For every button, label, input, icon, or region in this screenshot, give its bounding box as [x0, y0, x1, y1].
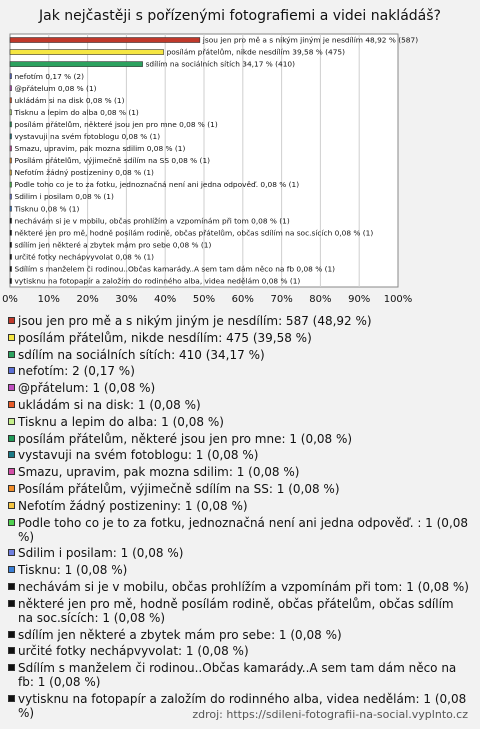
legend-swatch — [8, 317, 15, 324]
legend-item — [8, 314, 470, 328]
legend-item — [8, 628, 470, 642]
bar-label: Tisknu 0,08 % (1) — [14, 204, 80, 214]
x-tick-label: 60% — [231, 294, 254, 305]
x-tick-label: 10% — [37, 294, 60, 305]
bar-label: Sdilim i posilam 0,08 % (1) — [14, 192, 114, 202]
legend-label: určité fotky nechápvyvolat: 1 (0,08 %) — [18, 644, 249, 659]
bar-label: posílám přátelům, některé jsou jen pro mne 0,08 % (1) — [14, 119, 218, 129]
legend-label: Tisknu: 1 (0,08 %) — [18, 563, 128, 578]
legend-swatch — [8, 600, 15, 607]
x-tick-label: 90% — [348, 294, 371, 305]
bar — [10, 182, 12, 187]
legend-item — [8, 597, 470, 625]
legend-label: Sdílím s manželem či rodinou..Občas kamarády..A sem tam dám něco na fb: 1 (0,08 %) — [18, 661, 457, 690]
legend-item — [8, 644, 470, 658]
legend-swatch — [8, 367, 15, 374]
bar-chart — [0, 0, 480, 310]
legend-item — [8, 546, 470, 560]
bar — [10, 206, 12, 211]
bar-label: sdílím na sociálních sítích 34,17 % (410) — [145, 59, 296, 69]
x-tick-label: 80% — [309, 294, 332, 305]
legend-label: posílám přátelům, nikde nesdílím: 475 (39,58 %) — [18, 330, 312, 345]
bar-label: jsou jen pro mě a s nikým jiným je nesdílím 48,92 % (587) — [202, 35, 419, 45]
legend-label: nefotím: 2 (0,17 %) — [18, 364, 135, 379]
bar-label: Sdílím s manželem či rodinou..Občas kamarády..A sem tam dám něco na fb 0,08 % (1) — [14, 264, 336, 274]
bar — [10, 38, 200, 43]
bar-label: vystavuji na svém fotoblogu 0,08 % (1) — [14, 132, 161, 142]
legend-label: jsou jen pro mě a s nikým jiným je nesdílím: 587 (48,92 %) — [18, 314, 372, 328]
bar-label: Nefotím žádný postizeniny 0,08 % (1) — [14, 168, 154, 178]
legend-label: Smazu, upravim, pak mozna sdilim: 1 (0,08 %) — [18, 465, 300, 480]
bar — [10, 110, 12, 115]
legend-swatch — [8, 468, 15, 475]
legend-item — [8, 516, 470, 544]
tick-layer — [2, 294, 412, 305]
legend-swatch — [8, 401, 15, 408]
bar-label: posílám přátelům, nikde nesdílím 39,58 % (475) — [166, 47, 346, 57]
legend-swatch — [8, 647, 15, 654]
legend — [8, 314, 470, 723]
legend-item — [8, 331, 470, 345]
bar — [10, 50, 164, 55]
legend-item — [8, 580, 470, 594]
legend-label: vystavuji na svém fotoblogu: 1 (0,08 %) — [18, 448, 259, 463]
legend-item — [8, 465, 470, 479]
bar — [10, 86, 12, 91]
bar — [10, 242, 12, 247]
legend-item — [8, 348, 470, 362]
bar-label: vytisknu na fotopapír a založím do rodinného alba, videa nedělám 0,08 % (1) — [14, 276, 301, 286]
bar-label: ukládám si na disk 0,08 % (1) — [14, 95, 125, 105]
bar-label: Smazu, upravim, pak mozna sdilim 0,08 % (1) — [14, 144, 186, 154]
bar-label: některé jen pro mě, hodně posílám rodině, občas přátelům, občas sdílím na soc.sících 0,08 % (1) — [14, 228, 374, 238]
legend-label: nechávám si je v mobilu, občas prohlížím a vzpomínám při tom: 1 (0,08 %) — [18, 579, 469, 594]
x-tick-label: 20% — [76, 294, 99, 305]
bar — [10, 74, 12, 79]
bar-label: určité fotky nechápvyvolat 0,08 % (1) — [14, 252, 155, 262]
legend-swatch — [8, 566, 15, 573]
bar — [10, 62, 143, 67]
bar-label: Posílám přátelům, výjimečně sdílím na SS 0,08 % (1) — [14, 156, 211, 166]
legend-label: Nefotím žádný postizeniny: 1 (0,08 %) — [18, 498, 248, 513]
legend-swatch — [8, 418, 15, 425]
x-tick-label: 0% — [2, 294, 18, 305]
legend-swatch — [8, 334, 15, 341]
legend-swatch — [8, 631, 15, 638]
x-tick-label: 30% — [115, 294, 138, 305]
legend-swatch — [8, 549, 15, 556]
bar-label: Tisknu a lepim do alba 0,08 % (1) — [14, 107, 139, 117]
x-tick-label: 70% — [270, 294, 293, 305]
legend-label: vytisknu na fotopapír a založím do rodinného alba, videa nedělám: 1 (0,08 %) — [18, 691, 467, 720]
bar-label: sdílím jen některé a zbytek mám pro sebe 0,08 % (1) — [14, 240, 212, 250]
legend-swatch — [8, 502, 15, 509]
legend-item — [8, 364, 470, 378]
legend-label: Tisknu a lepim do alba: 1 (0,08 %) — [18, 414, 224, 429]
bar — [10, 158, 12, 163]
bar — [10, 170, 12, 175]
legend-swatch — [8, 664, 15, 671]
legend-label: sdílím jen některé a zbytek mám pro sebe: 1 (0,08 %) — [18, 627, 342, 642]
x-tick-label: 40% — [154, 294, 177, 305]
legend-swatch — [8, 519, 15, 526]
legend-item — [8, 661, 470, 689]
legend-swatch — [8, 435, 15, 442]
bar-label: nechávám si je v mobilu, občas prohlížím a vzpomínám při tom 0,08 % (1) — [14, 216, 290, 226]
bar — [10, 122, 12, 127]
legend-swatch — [8, 384, 15, 391]
legend-swatch — [8, 351, 15, 358]
legend-label: sdílím na sociálních sítích: 410 (34,17 %) — [18, 347, 265, 362]
legend-label: Posílám přátelům, výjimečně sdílím na SS: 1 (0,08 %) — [18, 481, 340, 496]
bar — [10, 194, 12, 199]
legend-label: některé jen pro mě, hodně posílám rodině, občas přátelům, občas sdílím na soc.sících: 1 (0,08 %) — [18, 596, 454, 625]
bar-label: nefotím 0,17 % (2) — [14, 71, 85, 81]
bar — [10, 230, 12, 235]
bar-label: Podle toho co je to za fotku, jednoznačná není ani jedna odpověď. 0,08 % (1) — [14, 180, 300, 190]
legend-item — [8, 499, 470, 513]
bar-label: @přátelum 0,08 % (1) — [14, 83, 97, 93]
legend-label: posílám přátelům, některé jsou jen pro mne: 1 (0,08 %) — [18, 431, 353, 446]
legend-swatch — [8, 451, 15, 458]
bar — [10, 134, 12, 139]
legend-label: @přátelum: 1 (0,08 %) — [18, 381, 156, 396]
legend-item — [8, 448, 470, 462]
legend-item — [8, 415, 470, 429]
bar — [10, 254, 12, 259]
legend-swatch — [8, 695, 15, 702]
legend-item — [8, 432, 470, 446]
bar — [10, 266, 12, 271]
bar — [10, 218, 12, 223]
bar — [10, 278, 12, 283]
legend-swatch — [8, 485, 15, 492]
legend-item — [8, 381, 470, 395]
legend-item — [8, 563, 470, 577]
source-footer: zdroj: https://sdileni-fotografii-na-social.vyplnto.cz — [192, 708, 468, 721]
chart-title: Jak nejčastěji s pořízenými fotografiemi a videi nakládáš? — [39, 8, 441, 24]
legend-label: ukládám si na disk: 1 (0,08 %) — [18, 397, 201, 412]
legend-item — [8, 398, 470, 412]
bar — [10, 98, 12, 103]
legend-label: Sdilim i posilam: 1 (0,08 %) — [18, 546, 184, 561]
x-tick-label: 50% — [192, 294, 216, 305]
legend-item — [8, 482, 470, 496]
x-tick-label: 100% — [383, 294, 413, 305]
bar — [10, 146, 12, 151]
legend-swatch — [8, 583, 15, 590]
legend-label: Podle toho co je to za fotku, jednoznačná není ani jedna odpověď. : 1 (0,08 %) — [18, 515, 469, 544]
